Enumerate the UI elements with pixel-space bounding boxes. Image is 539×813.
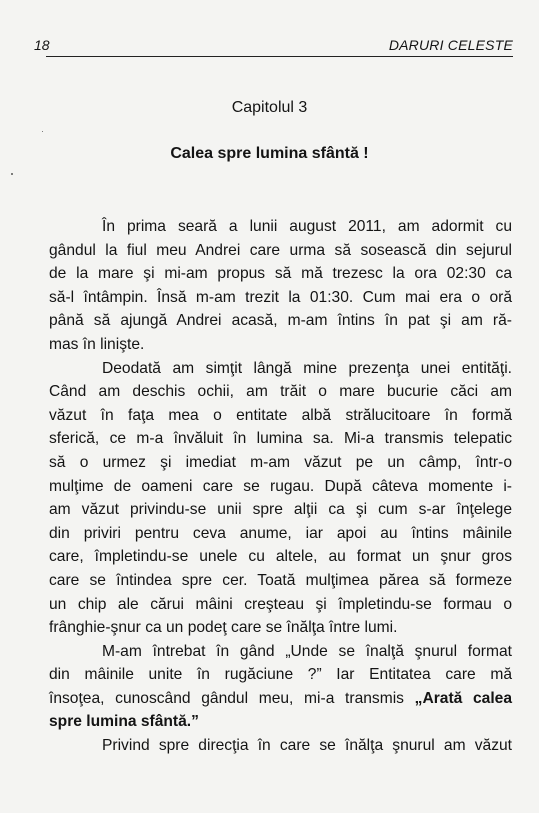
paragraph <box>49 357 512 640</box>
text-line: mulţime de oameni care se rugau. După câteva momente i- <box>49 477 512 495</box>
text-line: din priviri pentru ceva anume, iar apoi au întins mâinile <box>49 524 512 542</box>
text-line: gândul la fiul meu Andrei care urma să sosească din sejurul <box>49 241 512 259</box>
text-line: de la mare şi mi-am propus să mă trezesc la ora 02:30 ca <box>49 265 512 283</box>
running-header: DARURI CELESTE <box>388 37 513 53</box>
text-line <box>49 687 512 711</box>
header-rule <box>46 56 513 57</box>
text-line: să-l întâmpin. Însă m-am trezit la 01:30. Cum mai era o oră <box>49 288 512 306</box>
text-line: văzut în faţa mea o entitate albă strălucitoare în formă <box>49 406 512 424</box>
text-line: care, împletindu-se unele cu altele, au format un şnur gros <box>49 548 512 566</box>
text-line: Deodată am simţit lângă mine prezenţa unei entităţi. <box>102 359 512 377</box>
text-line: mas în linişte. <box>49 335 145 353</box>
paragraph <box>49 640 512 758</box>
text-line: Privind spre direcţia în care se înălţa şnurul am văzut <box>102 737 512 755</box>
text-line: să o urmez şi imediat m-am văzut pe un câmp, într-o <box>49 453 512 471</box>
text-line: am văzut privindu-se unii spre alţii ca şi cum s-ar înţelege <box>49 501 512 519</box>
text-line: M-am întrebat în gând „Unde se înalţă şnurul format <box>102 642 512 660</box>
bold-quote: „Arată calea <box>414 689 512 707</box>
text-line: până să ajungă Andrei acasă, m-am întins în pat şi am ră- <box>49 312 512 330</box>
text-line: Când am deschis ochii, am trăit o mare bucurie căci am <box>49 383 512 401</box>
paragraph <box>49 215 512 357</box>
text-line: un chip ale cărui mâini creşteau şi împletindu-se formau o <box>49 595 512 613</box>
page-number: 18 <box>34 37 50 53</box>
text-line: frânghie-şnur ca un podeţ care se înălţa între lumi. <box>49 619 398 637</box>
chapter-label: Capitolul 3 <box>231 99 308 116</box>
text-segment: însoţea, cunoscând gândul meu, mi-a transmis <box>49 689 404 707</box>
text-line: În prima seară a lunii august 2011, am adormit cu <box>102 218 512 235</box>
text-line: din mâinile unite în rugăciune ?” Iar Entitatea care mă <box>49 666 512 684</box>
text-line: care se întindea spre cer. Toată mulţimea părea să formeze <box>49 571 512 589</box>
text-line: spre lumina sfântă.” <box>49 713 199 731</box>
body-text <box>49 215 512 758</box>
scan-speck <box>11 173 13 175</box>
chapter-title: Calea spre lumina sfântă ! <box>170 145 369 162</box>
scan-speck <box>42 131 43 132</box>
text-line: sferică, ce m-a învăluit în lumina sa. Mi-a transmis telepatic <box>49 430 512 448</box>
